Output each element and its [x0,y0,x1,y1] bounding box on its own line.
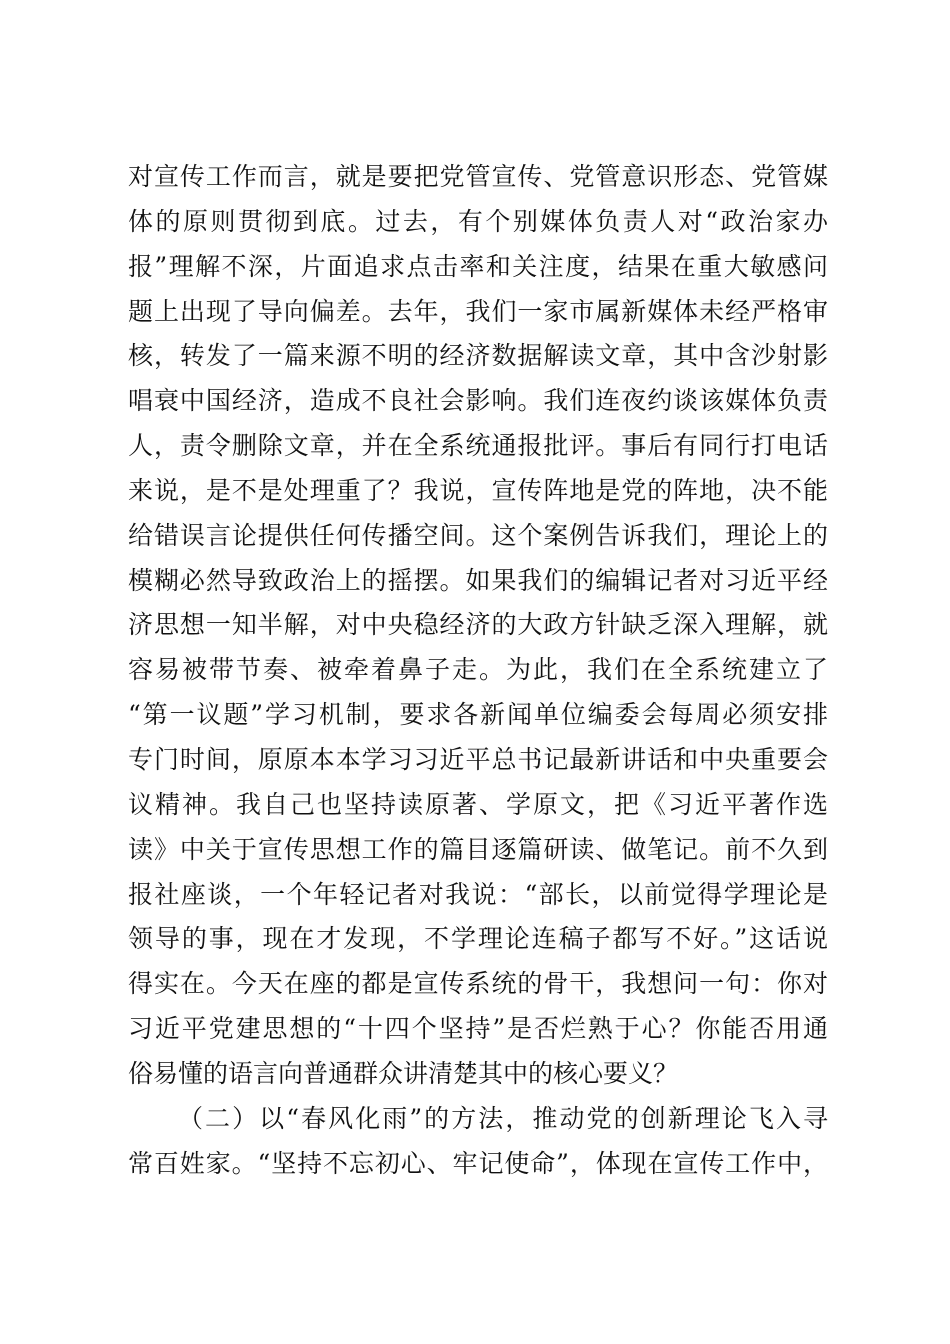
text-line: 济思想一知半解，对中央稳经济的大政方针缺乏深入理解，就 [128,610,828,640]
text-line: 报”理解不深，片面追求点击率和关注度，结果在重大敏感问 [128,251,828,281]
text-line: 模糊必然导致政治上的摇摆。如果我们的编辑记者对习近平经 [128,565,828,595]
body-text [128,155,828,1186]
text-line: 对宣传工作而言，就是要把党管宣传、党管意识形态、党管媒 [128,162,828,191]
text-line: 题上出现了导向偏差。去年，我们一家市属新媒体未经严格审 [128,296,828,326]
paragraph [128,155,828,1097]
text-line: 议精神。我自己也坚持读原著、学原文，把《习近平著作选 [128,789,828,819]
text-line: 容易被带节奏、被牵着鼻子走。为此，我们在全系统建立了 [128,655,828,685]
text-line: 来说，是不是处理重了？我说，宣传阵地是党的阵地，决不能 [128,475,828,505]
text-line: 常百姓家。“坚持不忘初心、牢记使命”，体现在宣传工作中， [128,1148,828,1178]
text-line: 读》中关于宣传思想工作的篇目逐篇研读、做笔记。前不久到 [128,834,828,864]
text-line: 报社座谈，一个年轻记者对我说：“部长，以前觉得学理论是 [128,879,828,909]
text-line: 体的原则贯彻到底。过去，有个别媒体负责人对“政治家办 [128,206,828,236]
text-line: 领导的事，现在才发现，不学理论连稿子都写不好。”这话说 [128,924,828,954]
text-line: 得实在。今天在座的都是宣传系统的骨干，我想问一句：你对 [128,969,828,999]
text-line: 俗易懂的语言向普通群众讲清楚其中的核心要义？ [128,1058,679,1088]
text-line: 专门时间，原原本本学习习近平总书记最新讲话和中央重要会 [128,744,828,774]
text-line: 人，责令删除文章，并在全系统通报批评。事后有同行打电话 [128,431,828,461]
paragraph [128,1097,828,1187]
text-line: “第一议题”学习机制，要求各新闻单位编委会每周必须安排 [128,700,828,730]
text-line: （二）以“春风化雨”的方法，推动党的创新理论飞入寻 [178,1103,828,1133]
text-line: 给错误言论提供任何传播空间。这个案例告诉我们，理论上的 [128,520,828,550]
text-line: 习近平党建思想的“十四个坚持”是否烂熟于心？你能否用通 [128,1014,828,1044]
text-line: 核，转发了一篇来源不明的经济数据解读文章，其中含沙射影 [128,341,828,371]
text-line: 唱衰中国经济，造成不良社会影响。我们连夜约谈该媒体负责 [128,386,828,416]
